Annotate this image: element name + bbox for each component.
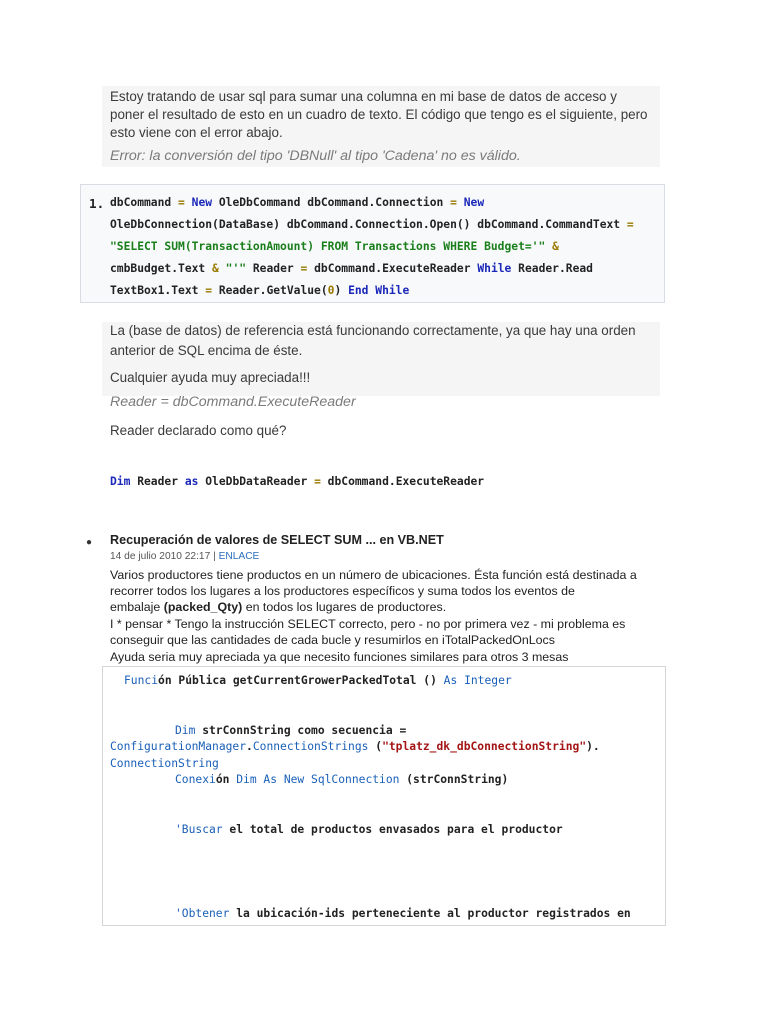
code-line-number: 1.	[89, 196, 105, 211]
code-token: End While	[348, 284, 410, 297]
code-line	[124, 673, 512, 689]
code-token: dbCommand.ExecuteReader	[307, 262, 478, 275]
packed-qty-text: (packed_Qty)	[163, 600, 243, 614]
code-token: ConnectionString	[110, 757, 219, 770]
code-token: =	[314, 475, 321, 488]
answer-line-2: anterior de SQL encima de éste.	[110, 343, 303, 358]
code-token: OleDbConnection(DataBase) dbCommand.Connection.Open() dbCommand.CommandText	[110, 218, 627, 231]
code-token: ConfigurationManager	[110, 740, 247, 753]
code-token: )	[334, 284, 349, 297]
code-block-1	[80, 184, 665, 303]
reader-quote: Reader = dbCommand.ExecuteReader	[110, 394, 356, 410]
post-body-line: I * pensar * Tengo la instrucción SELECT correcto, pero - no por primera vez - mi problema es	[110, 617, 626, 631]
code-token: Conexi	[175, 773, 216, 786]
code-token	[457, 196, 464, 209]
code-token: Dim	[175, 724, 196, 737]
code-token: la ubicación-ids perteneciente al productor registrados en	[229, 907, 631, 920]
question-line-3: esto viene con el error abajo.	[110, 125, 283, 140]
code-token: &	[212, 262, 219, 275]
code-line	[110, 239, 559, 255]
code-token: 0	[327, 284, 335, 297]
code-token: Reader.GetValue(	[212, 284, 328, 297]
code-token: TextBox1.Text	[110, 284, 206, 297]
error-message: Error: la conversión del tipo 'DBNull' al tipo 'Cadena' no es válido.	[110, 148, 521, 164]
code-token: ón	[215, 773, 237, 786]
code-token: New	[463, 196, 485, 209]
post-body-line: Ayuda seria muy apreciada ya que necesito funciones similares para otros 3 mesas	[110, 650, 569, 664]
post-body-text: embalaje	[110, 600, 164, 614]
code-token: =	[178, 196, 185, 209]
code-token: ón Pública getCurrentGrowerPackedTotal ()	[158, 674, 444, 687]
code-token: Reader.Read	[511, 262, 593, 275]
code-token: strConnString como secuencia =	[195, 724, 407, 737]
code-token: ConnectionStrings	[252, 740, 369, 753]
post-body-line	[110, 599, 446, 615]
code-line	[110, 283, 409, 299]
code-line	[110, 261, 593, 277]
code-token: =	[205, 284, 213, 297]
post-body-text: en todos los lugares de productores.	[242, 600, 447, 614]
code-token: =	[300, 262, 308, 275]
code-token: While	[477, 262, 512, 275]
code-token: cmbBudget.Text	[110, 262, 213, 275]
post-body-line: recorrer todos los lugares a los productores específicos y suma todos los eventos de	[110, 584, 575, 598]
code-line	[175, 822, 563, 838]
meta-separator: |	[210, 551, 219, 562]
code-block-2	[102, 666, 666, 926]
reader-question: Reader declarado como qué?	[110, 423, 287, 438]
code-line	[110, 195, 484, 211]
code-line	[175, 723, 406, 739]
question-line-1: Estoy tratando de usar sql para sumar una columna en mi base de datos de acceso y	[110, 89, 617, 104]
code-line	[175, 772, 508, 788]
post-date: 14 de julio 2010 22:17	[110, 551, 211, 562]
code-token: as	[184, 475, 199, 488]
code-line	[110, 739, 600, 755]
code-token: .	[246, 740, 253, 753]
code-line	[175, 906, 631, 922]
code-token: dbCommand.ExecuteReader	[320, 475, 485, 488]
code-token: Funci	[124, 674, 159, 687]
dim-code-line	[110, 475, 484, 488]
code-token: 'Buscar	[175, 823, 223, 836]
code-token: Reader	[246, 262, 301, 275]
code-line	[110, 217, 634, 233]
code-token: "SELECT SUM(TransactionAmount) FROM Transactions WHERE Budget='"	[110, 240, 546, 253]
code-token: dbCommand	[110, 196, 179, 209]
code-token: Dim As New SqlConnection	[236, 773, 400, 786]
answer-box	[102, 322, 660, 396]
code-token: el total de productos envasados para el productor	[222, 823, 563, 836]
post-meta	[110, 551, 259, 562]
code-token: Reader	[130, 475, 185, 488]
answer-line-1: La (base de datos) de referencia está funcionando correctamente, ya que hay una orden	[110, 323, 636, 338]
bullet-icon: ●	[86, 537, 93, 548]
code-token: New	[191, 196, 213, 209]
code-token: Dim	[110, 475, 131, 488]
code-token: OleDbCommand dbCommand.Connection	[212, 196, 451, 209]
answer-thanks: Cualquier ayuda muy apreciada!!!	[110, 370, 311, 385]
question-box	[102, 86, 660, 167]
code-token: ).	[586, 740, 600, 753]
code-token: As Integer	[443, 674, 512, 687]
post-body-line: Varios productores tiene productos en un número de ubicaciones. Ésta función está destinada a	[110, 568, 637, 582]
question-line-2: poner el resultado de esto en un cuadro de texto. El código que tengo es el siguiente, pero	[110, 107, 648, 122]
code-token: =	[450, 196, 457, 209]
code-token: &	[552, 240, 559, 253]
post-title: Recuperación de valores de SELECT SUM ... en VB.NET	[110, 533, 444, 547]
post-body-line: conseguir que las cantidades de cada bucle y resumirlos en iTotalPackedOnLocs	[110, 633, 555, 647]
code-token	[185, 196, 192, 209]
link-enlace[interactable]: ENLACE	[218, 551, 260, 562]
code-token: =	[626, 218, 634, 231]
code-token	[219, 262, 226, 275]
code-token: OleDbDataReader	[198, 475, 315, 488]
code-token: "'"	[225, 262, 247, 275]
code-line	[110, 756, 219, 772]
code-token: "tplatz_dk_dbConnectionString"	[382, 740, 587, 753]
code-token: 'Obtener	[175, 907, 230, 920]
code-token: (	[368, 740, 383, 753]
code-token: (strConnString)	[399, 773, 509, 786]
